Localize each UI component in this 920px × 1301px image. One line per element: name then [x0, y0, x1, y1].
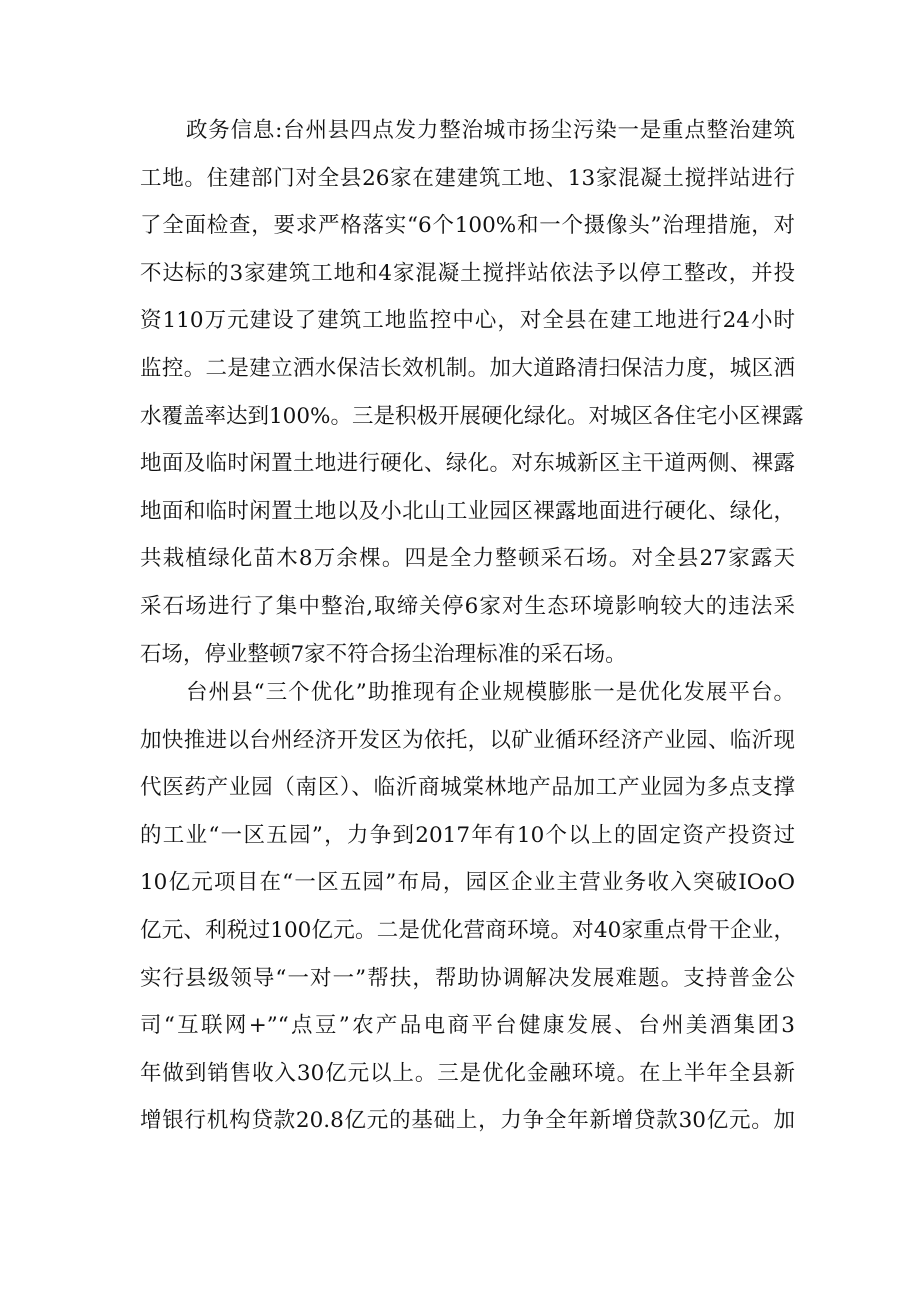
- paragraph-line: 水覆盖率达到100%。三是积极开展硬化绿化。对城区各住宅小区裸露: [140, 403, 804, 429]
- paragraph-line: 不达标的3家建筑工地和4家混凝土搅拌站依法予以停工整改，并投: [140, 260, 795, 286]
- paragraph-line: 实行县级领导“一对一”帮扶，帮助协调解决发展难题。支持普金公: [140, 965, 795, 991]
- paragraph-line: 石场，停业整顿7家不符合扬尘治理标准的采石场。: [140, 641, 627, 667]
- paragraph-line: 的工业“一区五园”，力争到2017年有10个以上的固定资产投资过: [140, 822, 795, 848]
- paragraph-line: 采石场进行了集中整治,取缔关停6家对生态环境影响较大的违法采: [140, 593, 795, 619]
- paragraph-line: 工地。住建部门对全县26家在建建筑工地、13家混凝土搅拌站进行: [140, 165, 795, 191]
- paragraph-line: 加快推进以台州经济开发区为依托，以矿业循环经济产业园、临沂现: [140, 727, 795, 753]
- paragraph-line: 地面和临时闲置土地以及小北山工业园区裸露地面进行硬化、绿化，: [140, 498, 795, 524]
- paragraph-line: 地面及临时闲置土地进行硬化、绿化。对东城新区主干道两侧、裸露: [140, 451, 795, 477]
- paragraph-line: 亿元、利税过100亿元。二是优化营商环境。对40家重点骨干企业，: [140, 917, 795, 943]
- paragraph-line: 资110万元建设了建筑工地监控中心，对全县在建工地进行24小时: [140, 308, 795, 334]
- paragraph-line: 了全面检查，要求严格落实“6个100%和一个摄像头”治理措施，对: [140, 213, 795, 239]
- paragraph-line: 共栽植绿化苗木8万余棵。四是全力整顿采石场。对全县27家露天: [140, 546, 795, 572]
- paragraph-line: 年做到销售收入30亿元以上。三是优化金融环境。在上半年全县新: [140, 1060, 795, 1086]
- paragraph-dust-pollution: [140, 107, 804, 678]
- paragraph-line: 10亿元项目在“一区五园”布局，园区企业主营业务收入突破IOoO: [140, 870, 795, 896]
- paragraph-line: 增银行机构贷款20.8亿元的基础上，力争全年新增贷款30亿元。加: [140, 1108, 795, 1134]
- paragraph-line: 政务信息:台州县四点发力整治城市扬尘污染一是重点整治建筑: [186, 118, 795, 143]
- paragraph-line: 司“互联网+”“点豆”农产品电商平台健康发展、台州美酒集团3: [140, 1013, 795, 1039]
- paragraph-line: 监控。二是建立洒水保洁长效机制。加大道路清扫保洁力度，城区洒: [140, 355, 795, 381]
- paragraph-line: 台州县“三个优化”助推现有企业规模膨胀一是优化发展平台。: [186, 680, 795, 705]
- paragraph-line: 代医药产业园（南区）、临沂商城棠林地产品加工产业园为多点支撑: [140, 775, 795, 801]
- paragraph-three-optimizations: [140, 669, 795, 1145]
